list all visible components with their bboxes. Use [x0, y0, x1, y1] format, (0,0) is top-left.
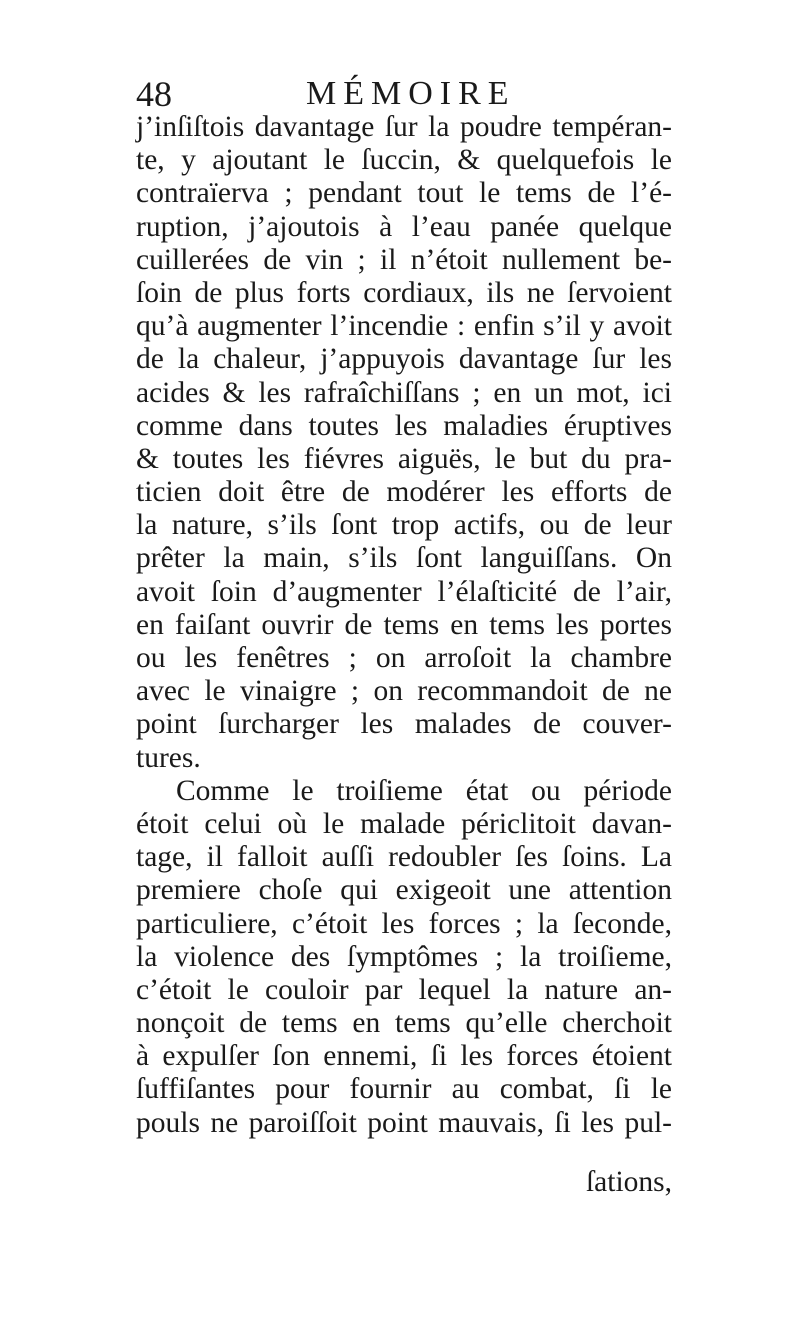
text-line: de la chaleur, j’appuyois davantage ſur les — [136, 343, 672, 376]
text-line: nonçoit de tems en tems qu’elle cherchoit — [136, 1007, 672, 1040]
text-line: & toutes les fiévres aiguës, le but du pra- — [136, 442, 672, 475]
text-line: c’étoit le couloir par lequel la nature an- — [136, 973, 672, 1006]
text-line: avoit ſoin d’augmenter l’élaſticité de l’air, — [136, 575, 672, 608]
text-line: cuillerées de vin ; il n’étoit nullement be- — [136, 243, 672, 276]
text-line: ruption, j’ajoutois à l’eau panée quelque — [136, 210, 672, 243]
text-line: point ſurcharger les malades de couver- — [136, 708, 672, 741]
text-line: avec le vinaigre ; on recommandoit de ne — [136, 675, 672, 708]
body-text — [136, 111, 672, 1140]
paragraph-start-line: Comme le troiſieme état ou période — [176, 774, 672, 807]
text-line: tures. — [136, 741, 201, 774]
text-line: ou les fenêtres ; on arroſoit la chambre — [136, 642, 672, 674]
text-line: j’inſiſtois davantage ſur la poudre tempéran- — [136, 111, 672, 143]
text-line: ticien doit être de modérer les efforts de — [136, 476, 672, 509]
text-line: premiere choſe qui exigeoit une attention — [136, 874, 672, 907]
text-line: ſuffiſantes pour fournir au combat, ſi le — [136, 1073, 672, 1106]
text-line: tage, il falloit auſſi redoubler ſes ſoins. La — [136, 841, 672, 874]
text-line: prêter la main, s’ils ſont languiſſans. On — [136, 542, 672, 575]
text-line: particuliere, c’étoit les forces ; la ſeconde, — [136, 907, 672, 940]
text-line: comme dans toutes les maladies éruptives — [136, 409, 672, 442]
text-line: contraïerva ; pendant tout le tems de l’é- — [136, 177, 672, 210]
text-line: pouls ne paroiſſoit point mauvais, ſi les pul- — [136, 1106, 672, 1139]
text-line: acides & les rafraîchiſſans ; en un mot, ici — [136, 376, 672, 409]
running-head — [136, 72, 676, 116]
text-line: en faiſant ouvrir de tems en tems les portes — [136, 608, 672, 641]
header-title: MÉMOIRE — [306, 75, 516, 112]
text-line: la violence des ſymptômes ; la troiſieme, — [136, 940, 672, 973]
text-line: étoit celui où le malade périclitoit davan- — [136, 807, 672, 840]
catchword: ſations, — [585, 1166, 672, 1198]
text-line: ſoin de plus forts cordiaux, ils ne ſervoient — [136, 276, 672, 309]
text-line: à expulſer ſon ennemi, ſi les forces étoient — [136, 1040, 672, 1073]
text-line: la nature, s’ils ſont trop actifs, ou de leur — [136, 509, 672, 542]
page-number: 48 — [136, 74, 172, 114]
text-line: te, y ajoutant le ſuccin, & quelquefois le — [136, 144, 672, 177]
text-line: qu’à augmenter l’incendie : enfin s’il y avoit — [136, 310, 672, 343]
